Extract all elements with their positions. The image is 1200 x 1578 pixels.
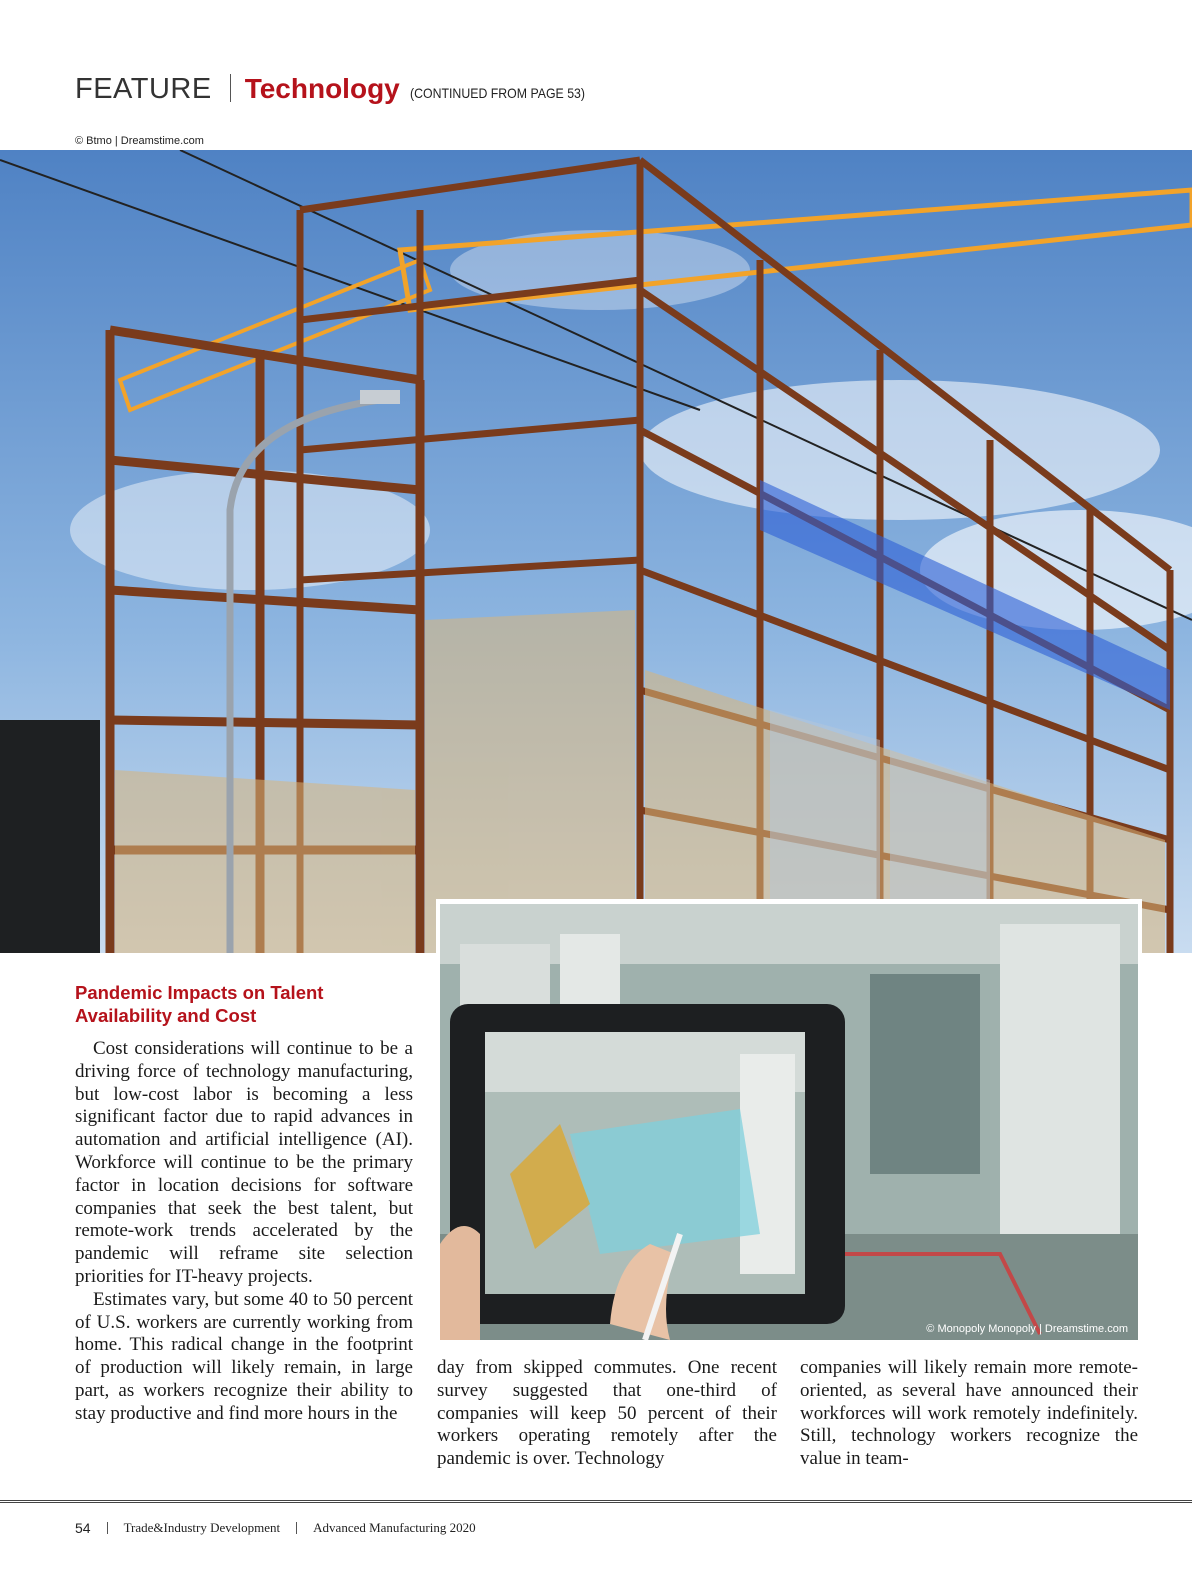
footer-divider xyxy=(296,1522,297,1534)
footer-divider xyxy=(107,1522,108,1534)
article-column-1 xyxy=(75,1038,413,1426)
construction-photo xyxy=(0,150,1192,953)
topic-label: Technology xyxy=(244,73,400,104)
article-subhead: Pandemic Impacts on Talent Availability and Cost xyxy=(75,982,324,1026)
header-divider xyxy=(230,74,231,102)
page-header xyxy=(75,70,609,110)
inset-photo-credit: © Monopoly Monopoly | Dreamstime.com xyxy=(926,1323,1128,1335)
inset-photo-frame xyxy=(436,899,1142,1340)
article-column-3 xyxy=(800,1357,1138,1471)
article-paragraph: Estimates vary, but some 40 to 50 percent of U.S. workers are currently working from home. This radical change in the footprint of production will likely remain, in large part, as workers recognize their ability to stay productive and find more hours in the xyxy=(75,1288,413,1424)
publication-name: Trade&Industry Development xyxy=(123,1520,281,1535)
page-number: 54 xyxy=(75,1520,91,1536)
article-paragraph: day from skipped commutes. One recent survey suggested that one-third of companies will keep 50 percent of their workers operating remotely after the pandemic is over. Technology xyxy=(437,1357,777,1470)
article-paragraph: Cost considerations will continue to be a driving force of technology manufacturing, but low-cost labor is becoming a less significant factor due to rapid advances in automation and artificial intelligence (AI). Workforce will continue to be the primary factor in location decisions for software companies that seek the best talent, but remote-work trends accelerated by the pandemic will reframe site selection priorities for IT-heavy projects. xyxy=(75,1038,413,1287)
ar-tablet-photo xyxy=(440,904,1138,1340)
article-paragraph: companies will likely remain more remote-oriented, as several have announced their workforces will work remotely indefinitely. Still, technology workers recognize the value in team- xyxy=(800,1357,1138,1470)
section-label: FEATURE xyxy=(75,73,212,105)
article-column-2 xyxy=(437,1357,777,1471)
main-photo-credit: © Btmo | Dreamstime.com xyxy=(75,135,204,147)
issue-name: Advanced Manufacturing 2020 xyxy=(313,1520,476,1535)
page-footer xyxy=(75,1520,476,1536)
continued-note: (CONTINUED FROM PAGE 53) xyxy=(409,85,585,101)
footer-rule xyxy=(0,1500,1192,1503)
